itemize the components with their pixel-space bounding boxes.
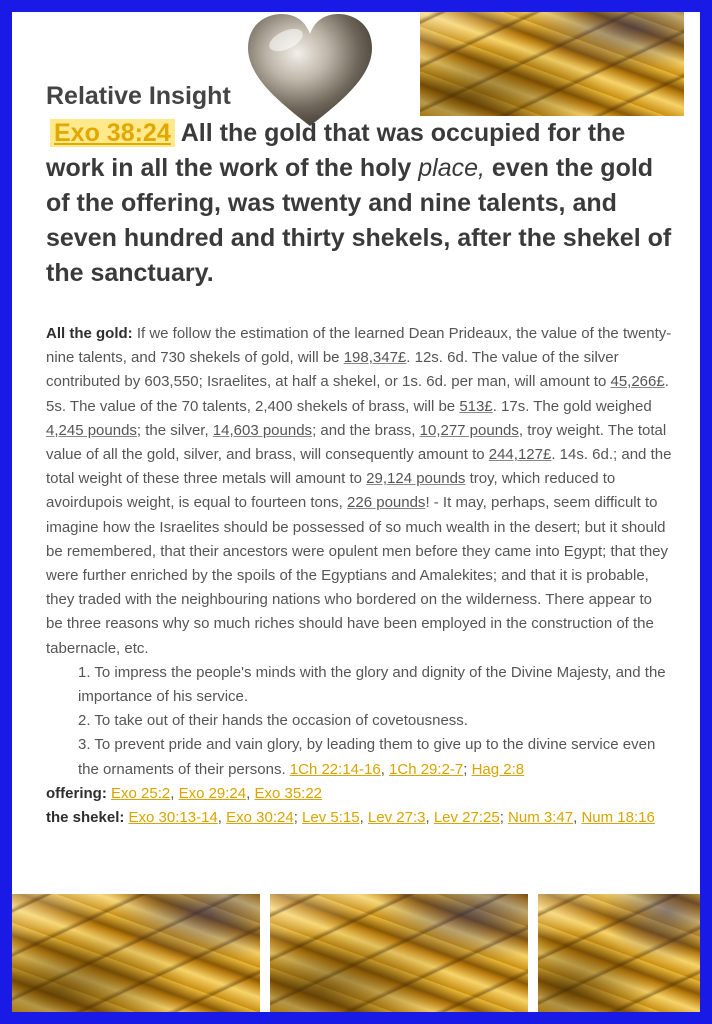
gold-note-text: If we follow the estimation of the learned Dean Prideaux, the value of the twenty-nine talents, and 730 shekels of gold, will be [46, 325, 672, 367]
gold-note-text: troy, which reduced to avoirdupois weight, is equal to fourteen tons, [46, 470, 616, 512]
gold-note-text: . 12s. 6d. The value of the silver contributed by 603,550; Israelites, at half a shekel, or 1s. 6d. per man, will amount to [46, 349, 619, 391]
reason-text: 3. To prevent pride and vain glory, by leading them to give up to the divine service even the ornaments of their persons. [78, 736, 656, 778]
verse-text [46, 116, 676, 291]
weight-brass: 10,277 pounds [419, 421, 519, 439]
reference-link[interactable]: Exo 30:24 [226, 809, 294, 827]
reference-link[interactable]: Lev 27:3 [367, 809, 426, 827]
reference-link[interactable]: Lev 27:25 [433, 809, 500, 827]
weight-gold: 4,245 pounds [46, 421, 137, 439]
reasons-list [46, 661, 672, 782]
weight-silver: 14,603 pounds [212, 421, 313, 439]
offering-line: offering: Exo 25:2, Exo 29:24, Exo 35:22 [46, 784, 323, 802]
gold-note-text: ; the silver, [136, 421, 213, 439]
weight-total: 29,124 pounds [366, 470, 466, 488]
reference-link[interactable]: Lev 5:15 [302, 809, 360, 827]
reference-link[interactable]: 1Ch 22:14-16 [289, 760, 381, 778]
value-brass: 513£ [459, 397, 493, 415]
offering-label: offering: [46, 784, 107, 802]
reference-link[interactable]: Hag 2:8 [471, 760, 525, 778]
reference-link[interactable]: Exo 25:2 [111, 784, 171, 802]
reference-link[interactable]: 1Ch 29:2-7 [389, 760, 464, 778]
reason-item: 3. To prevent pride and vain glory, by leading them to give up to the divine service even the ornaments of their persons. 1Ch 22:14-16, 1Ch 29:2-7; Hag 2:8 [78, 736, 656, 778]
reason-item: 2. To take out of their hands the occasion of covetousness. [78, 712, 468, 730]
reference-link[interactable]: Exo 35:22 [254, 784, 323, 802]
shekel-label: the shekel: [46, 809, 125, 827]
weight-avoirdupois: 226 pounds [347, 494, 426, 512]
page [12, 12, 700, 1012]
gold-bars-image-bottom-left [12, 894, 260, 1012]
verse-reference-link[interactable]: Exo 38:24 [50, 119, 175, 147]
gold-note-text: ! - It may, perhaps, seem difficult to imagine how the Israelites should be possessed of so much wealth in the desert; but it should be remembered, that their ancestors were opulent men before they came into Egypt; that they were further enriched by the spoils of the Egyptians and Amalekites; and that it is probable, they traded with the neighbouring nations who bordered on the wilderness. There appear to be three reasons why so much riches should have been employed in the construction of the tabernacle, etc. [46, 494, 669, 657]
reference-link[interactable]: Num 3:47 [508, 809, 574, 827]
page-title: Relative Insight [46, 82, 231, 110]
shekel-line: the shekel: Exo 30:13-14, Exo 30:24; Lev 5:15, Lev 27:3, Lev 27:25; Num 3:47, Num 18:16 [46, 809, 655, 827]
value-gold: 198,347£ [343, 349, 407, 367]
gold-note-text: ; and the brass, [312, 421, 420, 439]
commentary [46, 322, 672, 830]
silver-heart-icon [242, 12, 378, 130]
verse-text-part-1: All the gold that was occupied for the work in all the work of the holy [46, 119, 626, 182]
gold-note-paragraph [46, 322, 672, 661]
gold-note-label: All the gold: [46, 325, 133, 342]
gold-note-text: . 5s. The value of the 70 talents, 2,400 shekels of brass, will be [46, 373, 669, 415]
value-silver: 45,266£ [610, 373, 665, 391]
reference-link[interactable]: Num 18:16 [581, 809, 655, 827]
verse-text-italic: place, [418, 154, 485, 182]
reason-item: 1. To impress the people's minds with the glory and dignity of the Divine Majesty, and the importance of his service. [78, 663, 666, 706]
gold-note-text: . 17s. The gold weighed [492, 397, 652, 415]
reference-link[interactable]: Exo 29:24 [178, 784, 247, 802]
gold-bars-image-bottom-center [270, 894, 528, 1012]
gold-note-text: . 14s. 6d.; and the total weight of these three metals will amount to [46, 446, 672, 488]
verse-text-part-2: even the gold of the offering, was twenty and nine talents, and seven hundred and thirty shekels, after the shekel of the sanctuary. [46, 154, 672, 287]
gold-bars-image-bottom-right [538, 894, 700, 1012]
value-total: 244,127£ [488, 446, 552, 464]
reference-link[interactable]: Exo 30:13-14 [128, 809, 218, 827]
gold-note-text: , troy weight. The total value of all the gold, silver, and brass, will consequently amount to [46, 421, 667, 464]
gold-bars-image-top [420, 12, 684, 116]
